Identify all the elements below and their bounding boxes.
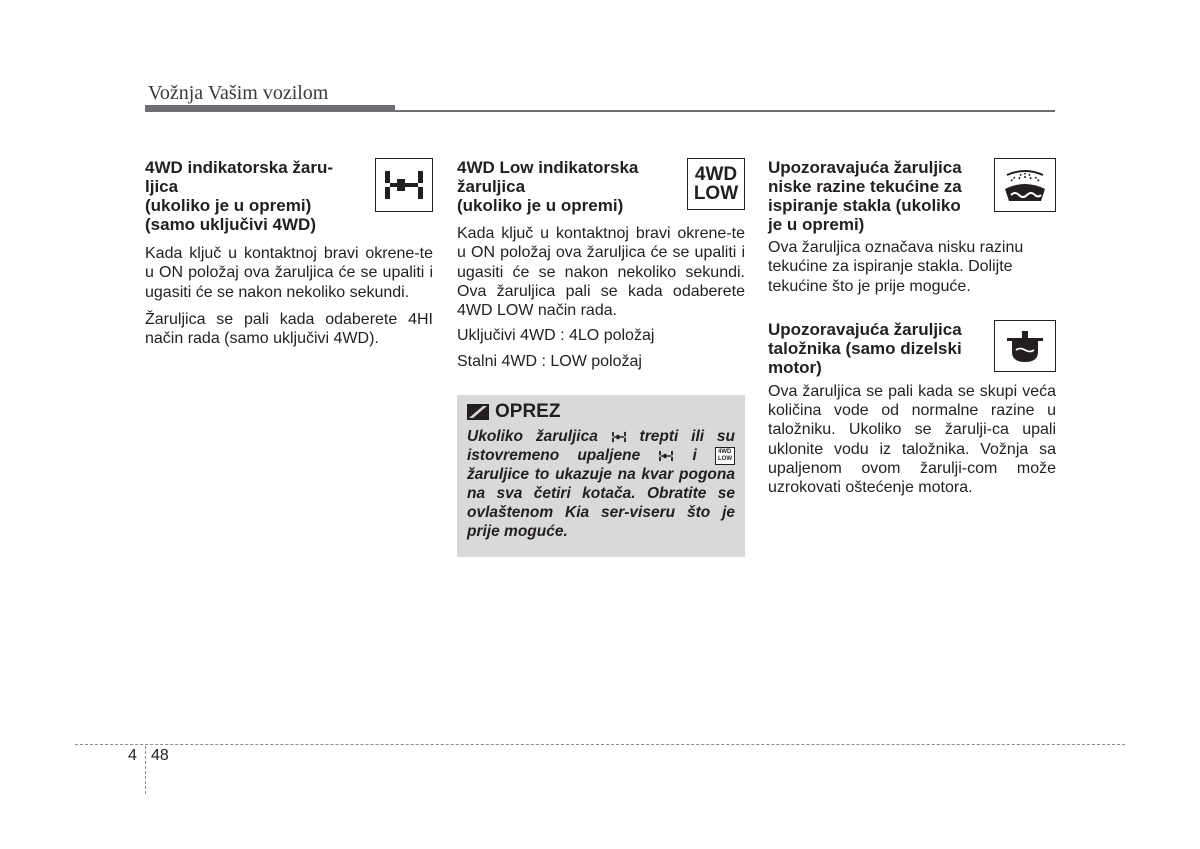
section-washer-fluid [768, 158, 1056, 234]
paragraph: Kada ključ u kontaktnoj bravi okrene-te u ON položaj ova žaruljica će se upaliti i ugasiti će se nakon nekoliko sekundi. [145, 245, 433, 301]
title-line: ljica [145, 177, 179, 196]
column-warning-lights [768, 158, 1056, 498]
paragraph: Ova žaruljica označava nisku razinu tekućine za ispiranje stakla. Dolijte tekućine što je prije moguće. [768, 239, 1024, 295]
title-line: ispiranje stakla (ukoliko [768, 196, 961, 215]
section-4wd-low-indicator [457, 158, 745, 557]
title-line: (samo uključivi 4WD) [145, 215, 316, 234]
title-line: motor) [768, 357, 822, 377]
footer-dashed-line [75, 744, 1125, 745]
title-line: žaruljica [457, 177, 526, 196]
footer-dashed-divider [145, 746, 146, 794]
caution-header [467, 401, 735, 423]
4wd-low-mini-icon: 4WD LOW [715, 447, 735, 465]
4wd-drivetrain-icon [611, 431, 627, 443]
paragraph: Uključivi 4WD : 4LO položaj [457, 327, 655, 345]
title-line: niske razine tekućine za [768, 177, 962, 196]
paragraph: Stalni 4WD : LOW položaj [457, 352, 642, 370]
caution-icon [467, 404, 489, 420]
fuel-filter-box [994, 320, 1056, 372]
section-title [145, 158, 365, 234]
title-line: 4WD indikatorska žaru- [145, 158, 333, 177]
section-title [457, 158, 677, 215]
paragraph: Žaruljica se pali kada odaberete 4HI način rada (samo uključivi 4WD). [145, 310, 433, 348]
icon-text: 4WD [694, 164, 738, 185]
caution-box [457, 395, 745, 557]
title-line: 4WD Low indikatorska [457, 158, 639, 177]
title-line: Upozoravajuća žaruljica [768, 319, 962, 339]
section-title [768, 320, 990, 377]
paragraph: Ova žaruljica se pali kada se skupi veća količina vode od normalne razine u taložniku. Ukoliko se žarulji-ca upali uklonite vodu iz taložnika. Vožnja sa upaljenom ovom žarulji-com može uzrokovati oštećenje motora. [768, 382, 1056, 497]
page-number: 48 [151, 747, 169, 764]
section-4wd-indicator [145, 158, 433, 348]
icon-text: LOW [693, 183, 739, 204]
title-line: taložnika (samo dizelski [768, 338, 962, 358]
header-rule-thin [395, 110, 1055, 112]
paragraph: Kada ključ u kontaktnoj bravi okrene-te u ON položaj ova žaruljica će se upaliti i ugasiti će se nakon nekoliko sekundi. Ova žaruljica pali se kada odaberete 4WD LOW način rada. [457, 225, 745, 320]
4wd-indicator-box [375, 158, 433, 212]
4wd-drivetrain-icon [658, 450, 674, 462]
washer-fluid-box [994, 158, 1056, 212]
caution-label: OPREZ [495, 401, 561, 423]
fuel-filter-water-icon [1005, 326, 1045, 366]
4wd-low-icon [687, 158, 745, 210]
title-line: je u opremi) [768, 215, 865, 234]
title-line: (ukoliko je u opremi) [457, 196, 624, 215]
chapter-number: 4 [128, 747, 137, 764]
caution-text: Ukoliko žaruljica trepti ili su istovremeno upaljene i 4WD LOW žaruljice to ukazuje na kvar pogona na sva četiri kotača. Obratite se ovlaštenom Kia ser-viseru što je prije moguće. [467, 428, 735, 541]
section-fuel-filter [768, 320, 1056, 378]
title-line: Upozoravajuća žaruljica [768, 158, 962, 177]
running-header: Vožnja Vašim vozilom [148, 82, 329, 104]
section-title [768, 158, 990, 234]
title-line: (ukoliko je u opremi) [145, 196, 312, 215]
4wd-drivetrain-icon [382, 169, 426, 201]
washer-fluid-icon [1001, 165, 1049, 205]
header-rule-thick [145, 105, 395, 112]
